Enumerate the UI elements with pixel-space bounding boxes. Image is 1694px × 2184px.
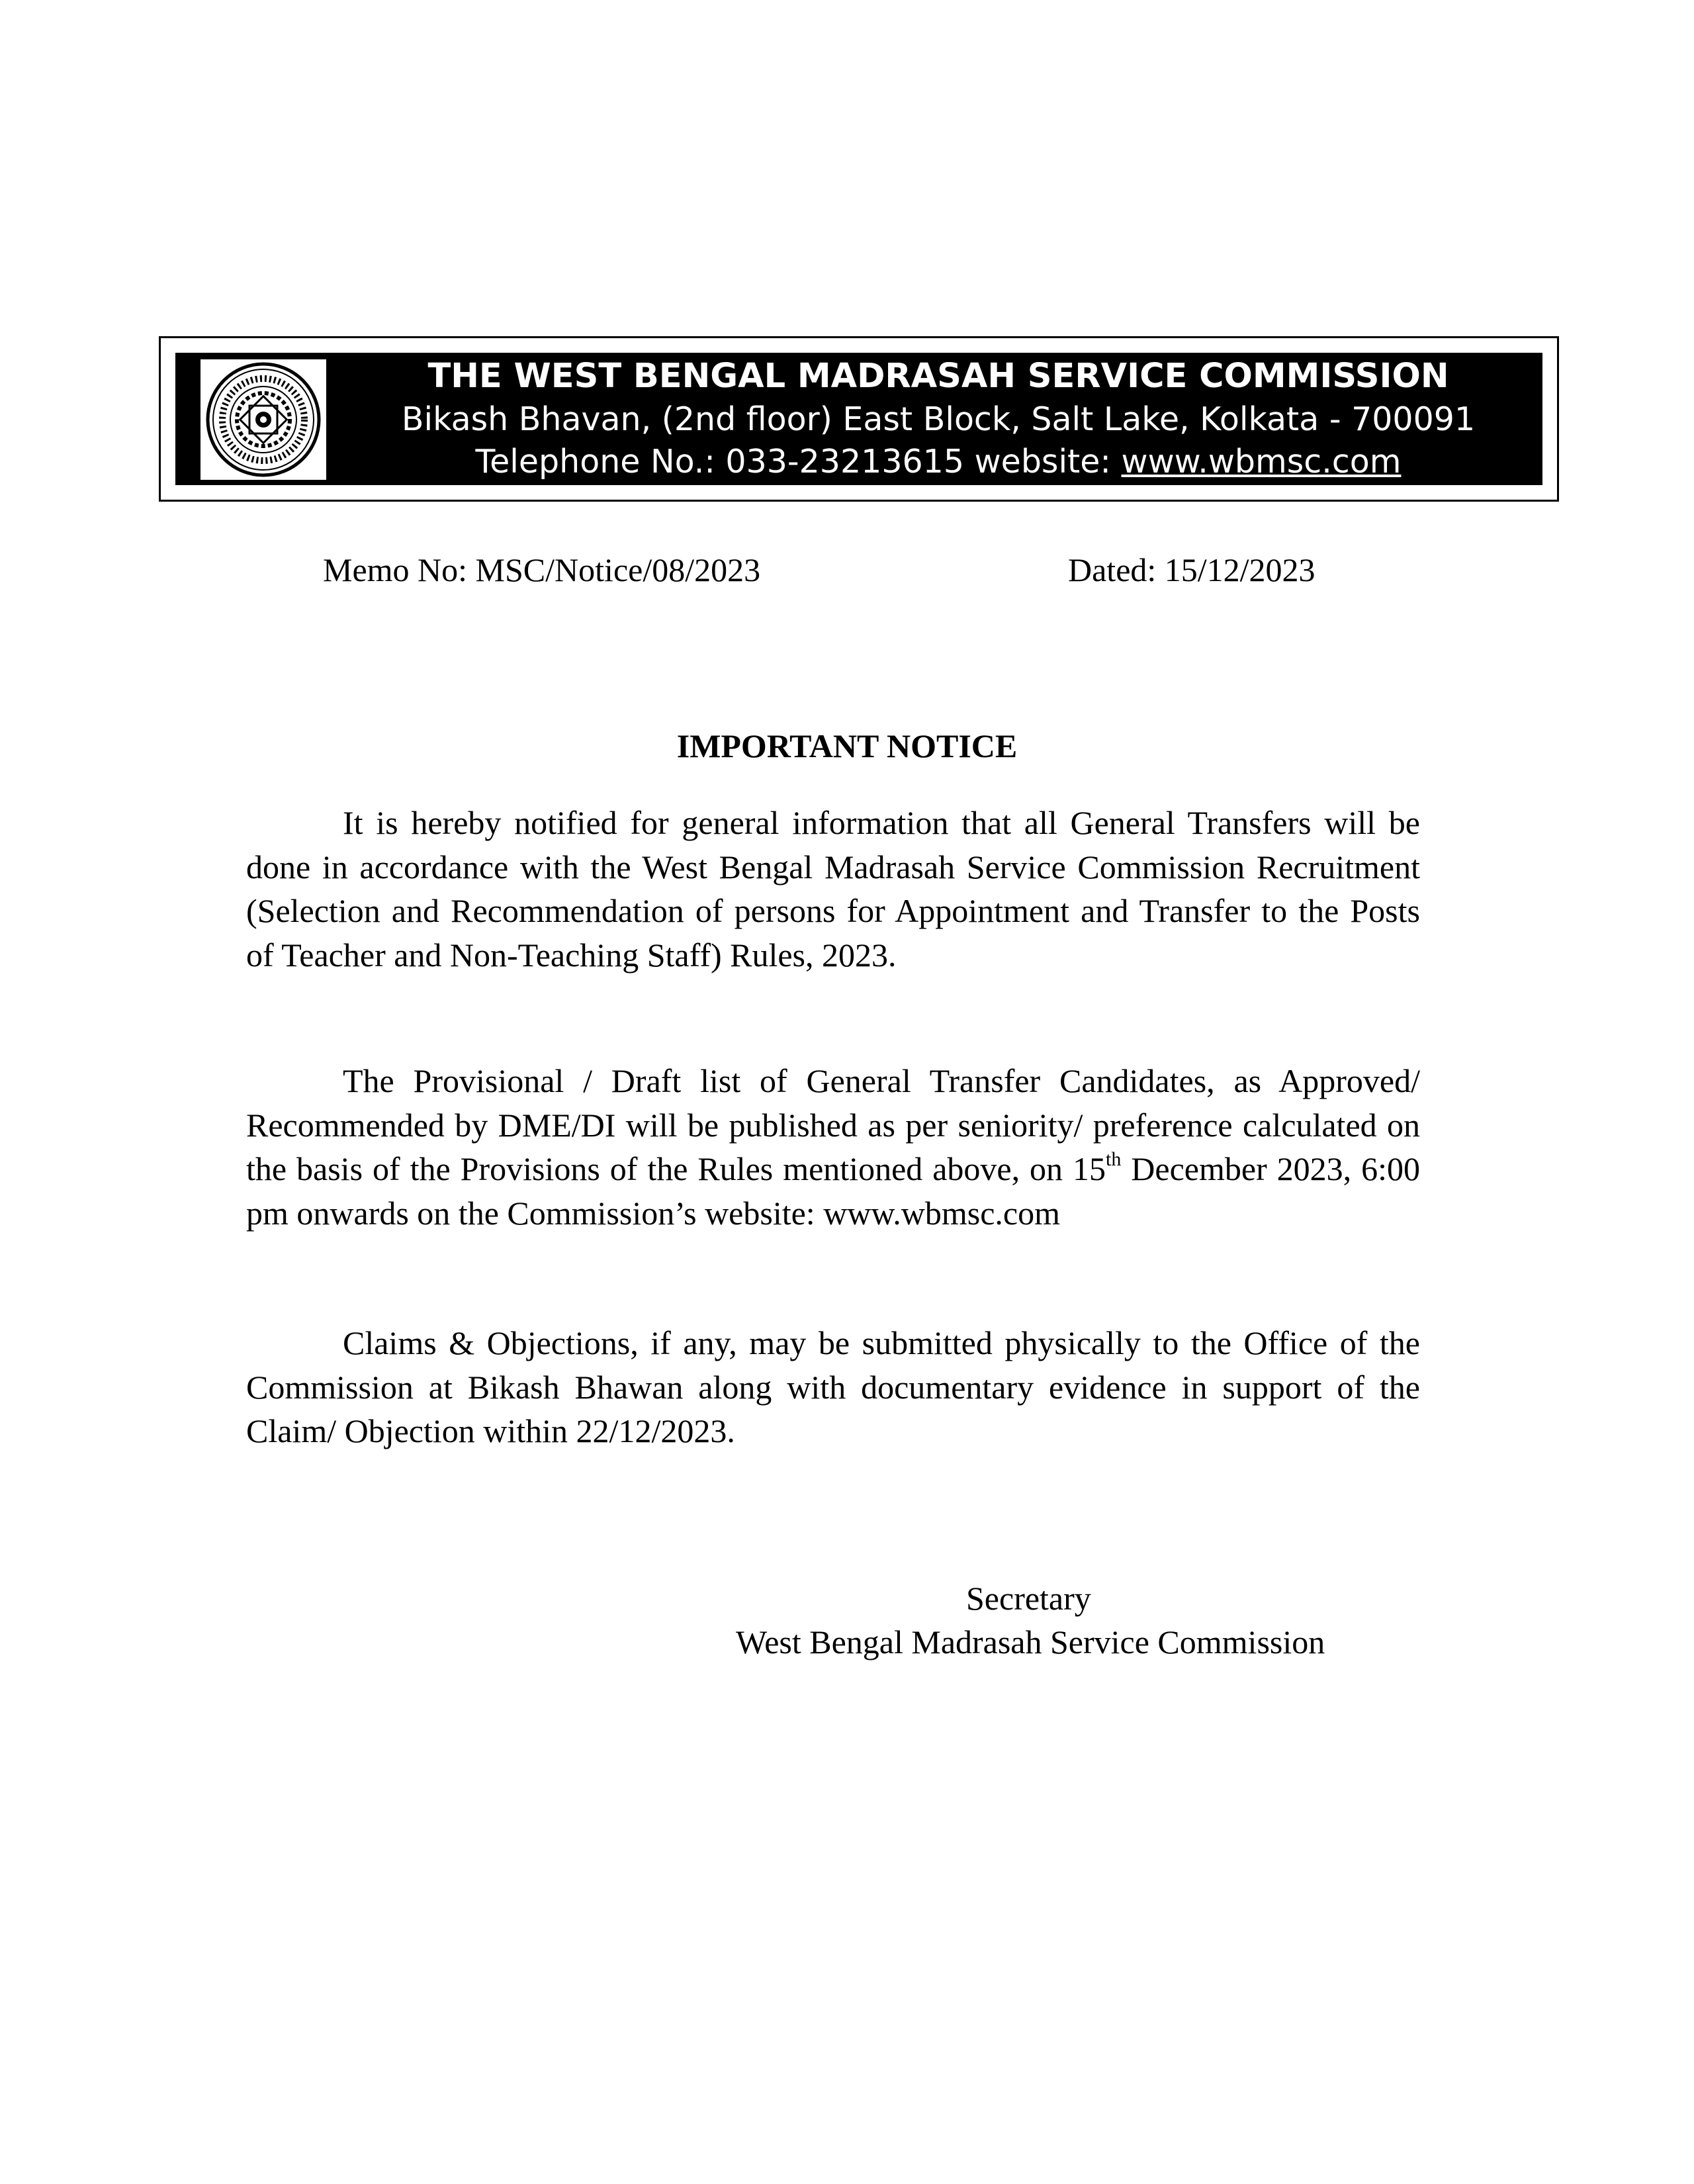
letterhead-title: THE WEST BENGAL MADRASAH SERVICE COMMISSION	[427, 357, 1449, 396]
notice-paragraph-2	[246, 1059, 1420, 1235]
letterhead	[159, 336, 1559, 502]
memo-number: Memo No: MSC/Notice/08/2023	[323, 551, 761, 588]
notice-paragraph-3: Claims & Objections, if any, may be submitted physically to the Office of the Commission at Bikash Bhawan along with documentary evidence in support of the Claim/ Objection within 22/12/2023.	[246, 1324, 1420, 1449]
signatory-organization: West Bengal Madrasah Service Commission	[736, 1623, 1325, 1661]
letterhead-banner	[175, 353, 1542, 485]
letterhead-address: Bikash Bhavan, (2nd floor) East Block, Salt Lake, Kolkata - 700091	[401, 400, 1476, 438]
paragraph-2-text-end: December 2023, 6:00 pm onwards on the Commission’s website: www.wbmsc.com	[246, 1150, 1421, 1232]
letterhead-contact	[341, 443, 1536, 480]
signatory-title: Secretary	[966, 1580, 1091, 1617]
website-link[interactable]: www.wbmsc.com	[1121, 443, 1402, 480]
memo-date: Dated: 15/12/2023	[1068, 551, 1315, 588]
notice-paragraph-1: It is hereby notified for general information that all General Transfers will be done in accordance with the West Bengal Madrasah Service Commission Recruitment (Selection and Recommendation of persons for Appointment and Transfer to the Posts of Teacher and Non-Teaching Staff) Rules, 2023.	[246, 804, 1420, 974]
paragraph-2-text-start: The Provisional / Draft list of General Transfer Candidates, as Approved/ Recommended by DME/DI will be published as per seniority/ preference calculated on the basis of the Provisions of the Rules mentioned above, on 15	[246, 1062, 1420, 1187]
telephone-text: Telephone No.: 033-23213615 website:	[475, 443, 1122, 480]
notice-heading: IMPORTANT NOTICE	[676, 727, 1018, 764]
commission-seal-icon	[201, 359, 326, 480]
ordinal-suffix: th	[1106, 1148, 1122, 1170]
